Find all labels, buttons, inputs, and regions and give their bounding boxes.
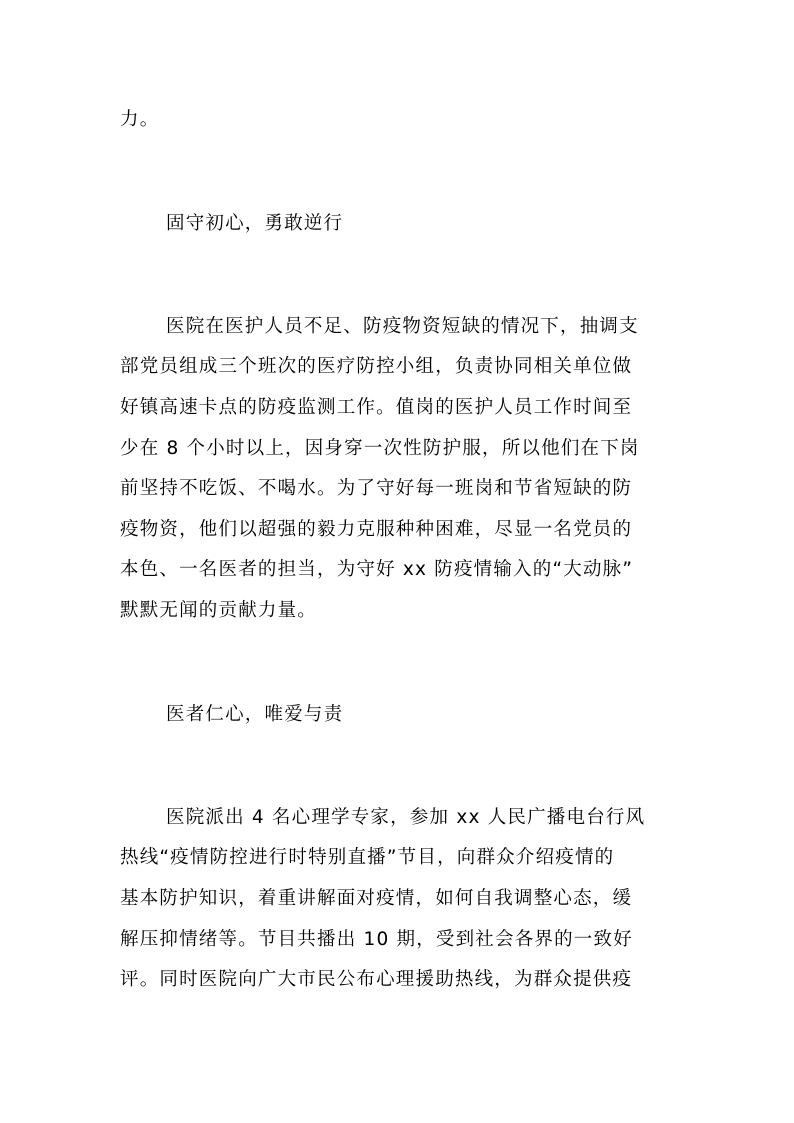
paragraph-tail: 力。	[120, 109, 160, 130]
paragraph-line: 疫物资，他们以超强的毅力克服种种困难，尽显一名党员的	[120, 519, 633, 540]
paragraph-line: 基本防护知识，着重讲解面对疫情，如何自我调整心态，缓	[120, 888, 633, 909]
paragraph-line: 前坚持不吃饭、不喝水。为了守好每一班岗和节省短缺的防	[120, 478, 633, 499]
section-heading-1: 固守初心，勇敢逆行	[166, 213, 344, 234]
paragraph-line: 解压抑情绪等。节目共播出 10 期，受到社会各界的一致好	[120, 929, 633, 950]
paragraph-line: 默默无闻的贡献力量。	[120, 600, 318, 621]
paragraph-line: 医院在医护人员不足、防疫物资短缺的情况下，抽调支	[166, 316, 639, 337]
section-heading-2: 医者仁心，唯爱与责	[166, 704, 344, 725]
paragraph-line: 部党员组成三个班次的医疗防控小组，负责协同相关单位做	[120, 356, 633, 377]
paragraph-line: 评。同时医院向广大市民公布心理援助热线，为群众提供疫	[120, 969, 633, 990]
paragraph-line: 热线“疫情防控进行时特别直播”节目，向群众介绍疫情的	[120, 847, 615, 868]
paragraph-line: 本色、一名医者的担当，为守好 xx 防疫情输入的“大动脉”	[120, 559, 634, 580]
paragraph-line: 好镇高速卡点的防疫监测工作。值岗的医护人员工作时间至	[120, 397, 633, 418]
paragraph-line: 医院派出 4 名心理学专家，参加 xx 人民广播电台行风	[166, 807, 646, 828]
paragraph-line: 少在 8 个小时以上，因身穿一次性防护服，所以他们在下岗	[120, 438, 640, 459]
